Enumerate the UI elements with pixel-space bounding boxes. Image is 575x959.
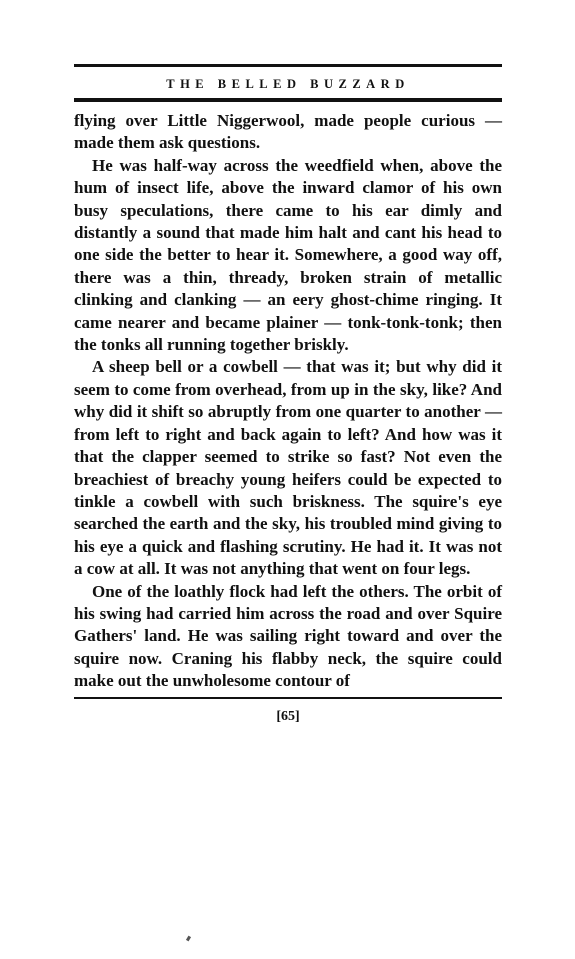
paragraph: One of the loathly flock had left the others. The orbit of his swing had carried him across the road and over Squire Gathers' land. He was sailing right toward and over the squire now. Craning his flabby neck, the squire could make out the unwholesome contour of [74, 581, 502, 691]
ink-speck [186, 936, 191, 942]
body-text [74, 110, 502, 693]
paragraph: A sheep bell or a cowbell — that was it; but why did it seem to come from overhead, from up in the sky, like? And why did it shift so abruptly from one quarter to another — from left to right and back again to left? And how was it that the clapper seemed to strike so fast? Not even the breachiest of breachy young heifers could be expected to tinkle a cowbell with such briskness. The squire's eye searched the earth and the sky, his troubled mind giving to his eye a quick and flashing scrutiny. He had it. It was not a cow at all. It was not anything that went on four legs. [74, 357, 502, 579]
running-head: THE BELLED BUZZARD [166, 77, 410, 91]
paragraph-continued: flying over Little Niggerwool, made people curious — made them ask questions. [74, 111, 502, 153]
header-rule [74, 98, 502, 102]
page-number: [65] [276, 708, 300, 724]
paragraph: He was half-way across the weedfield when, above the hum of insect life, above the inward clamor of his own busy speculations, there came to his ear dimly and distantly a sound that made him halt and cant his head to one side the better to hear it. Somewhere, a good way off, there was a thin, thready, broken strain of metallic clinking and clanking — an eery ghost-chime ringing. It came nearer and became plainer — tonk-tonk-tonk; then the tonks all running together briskly. [74, 155, 502, 355]
book-page [74, 64, 502, 725]
footer-rule [74, 697, 502, 699]
